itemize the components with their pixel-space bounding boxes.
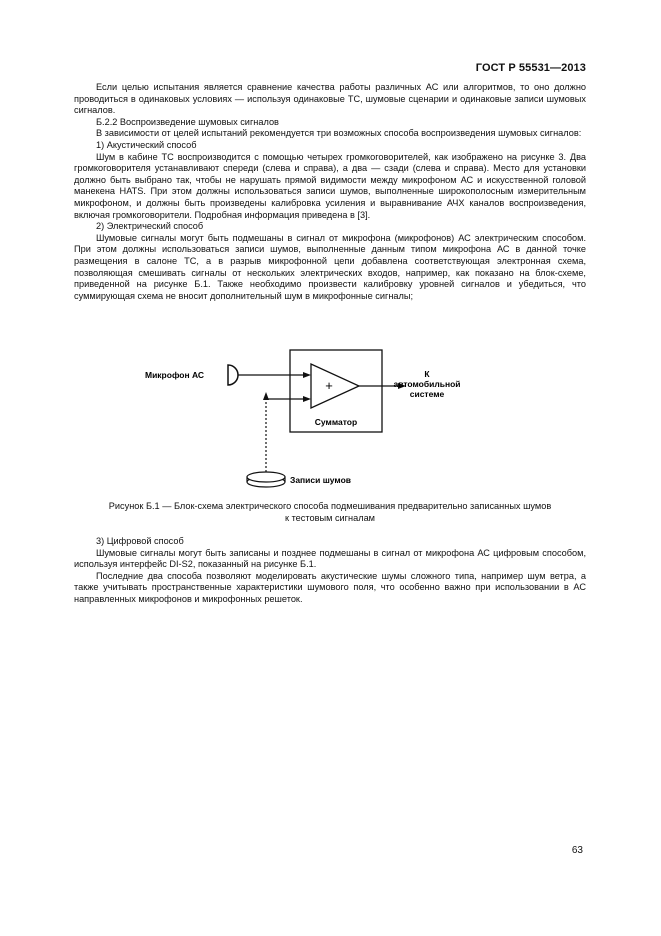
noise-signal-arrow-icon [303, 396, 311, 402]
method-electric-text: Шумовые сигналы могут быть подмешаны в сигнал от микрофона (микрофонов) АС электрическим способом. При этом должны использоваться записи шумов, выполненные данным типом микрофона АС в данной точке размещения в салоне ТС, а в разрыв микрофонной цепи добавлена соответствующая электронная схема, позволяющая смешивать сигналы от нескольких электрических входов, например, как показано на блок-схеме, приведенной на рисунке Б.1. Также необходимо произвести калибровку уровней сигналов и убедиться, что суммирующая схема не вносит дополнительный шум в микрофонные сигналы; [74, 232, 586, 301]
noise-up-arrow-icon [263, 392, 269, 400]
plus-sign: + [325, 378, 333, 393]
output-label-line1: К [424, 369, 430, 379]
method-acoustic-text: Шум в кабине ТС воспроизводится с помощью четырех громкоговорителей, как изображено на рисунке 3. Два громкоговорителя устанавливают спереди (слева и справа), а два — сзади (слева и справа). Место для установки должно быть выбрано так, чтобы не нарушать прямой видимости между микрофоном АС и искусственной головой манекена HATS. При этом должны использоваться записи шумов, выполненные широкополосным измерительным микрофоном, и должны быть произведены калибровка усиления и выравнивание АЧХ каналов воспроизведения, включая громкоговорители. Подробная информация приведена в [3]. [74, 151, 586, 220]
document-header: ГОСТ Р 55531—2013 [475, 62, 586, 74]
figure-b1-block-diagram [140, 344, 500, 500]
paragraph-conclusion: Последние два способа позволяют моделировать акустические шумы сложного типа, например шум ветра, а также учитывать пространственные характеристики шумового поля, что особенно важно при использовании в АС направленных микрофонов и микрофонных решеток. [74, 570, 586, 604]
noise-record-disk-icon [247, 472, 285, 487]
paragraph-methods-intro: В зависимости от целей испытаний рекомендуется три возможных способа воспроизведения шумовых сигналов: [96, 128, 582, 139]
output-label-line3: системе [409, 389, 445, 399]
page-number: 63 [571, 845, 583, 856]
caption-line1: Рисунок Б.1 — Блок-схема электрического способа подмешивания предварительно записанных шумов [108, 501, 552, 511]
mic-signal-arrow-icon [303, 372, 311, 378]
adder-label: Сумматор [314, 417, 358, 427]
output-label-line2: автомобильной [393, 379, 461, 389]
microphone-icon [228, 365, 238, 385]
mic-label: Микрофон АС [145, 370, 205, 380]
method-electric-title: 2) Электрический способ [96, 221, 204, 232]
method-digital-title: 3) Цифровой способ [96, 536, 184, 546]
text-block-upper [74, 82, 586, 302]
paragraph-comparison: Если целью испытания является сравнение качества работы различных АС или алгоритмов, то оно должно проводиться в одинаковых условиях — используя одинаковые ТС, шумовые сценарии и одинаковые записи шумовых сигналов. [74, 82, 586, 116]
method-acoustic-title: 1) Акустический способ [96, 139, 197, 150]
caption-line2: к тестовым сигналам [285, 512, 375, 523]
text-block-lower [74, 536, 586, 606]
method-digital-text: Шумовые сигналы могут быть записаны и позднее подмешаны в сигнал от микрофона АС цифровым способом, используя интерфейс DI-S2, показанный на рисунке Б.1. [74, 547, 586, 570]
section-heading: Б.2.2 Воспроизведение шумовых сигналов [96, 116, 279, 127]
figure-caption [74, 501, 586, 524]
block-diagram-svg [140, 344, 500, 500]
noise-label: Записи шумов [290, 475, 352, 485]
amplifier-triangle-icon [311, 364, 359, 408]
